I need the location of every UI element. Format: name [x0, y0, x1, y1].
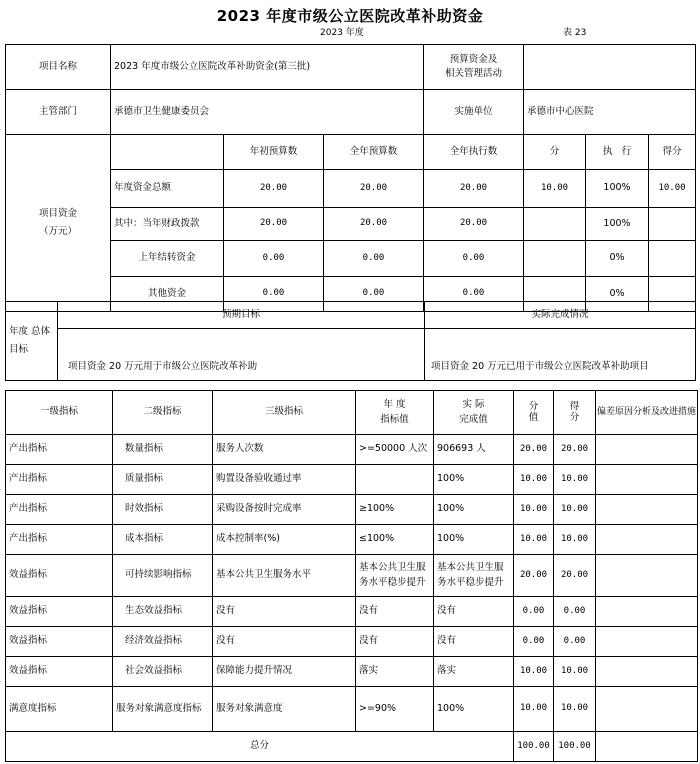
header-actual-line2: 完成值	[459, 413, 488, 425]
indicator-l2: 生态效益指标	[113, 597, 213, 627]
indicator-row	[6, 435, 698, 465]
indicator-target: ≥100%	[356, 495, 434, 525]
indicator-row	[6, 525, 698, 555]
total-score: 100.00	[554, 732, 596, 762]
indicator-score: 10.00	[554, 495, 596, 525]
indicator-l3: 保障能力提升情况	[213, 657, 356, 687]
indicator-l3: 采购设备按时完成率	[213, 495, 356, 525]
indicator-score: 0.00	[554, 597, 596, 627]
indicator-weight: 0.00	[514, 597, 554, 627]
expected-goal-header: 预期目标	[58, 302, 425, 329]
budget-activity-label	[424, 45, 524, 90]
indicator-actual: 没有	[434, 627, 514, 657]
indicator-weight: 20.00	[514, 555, 554, 597]
indicator-score: 10.00	[554, 657, 596, 687]
funds-header-rate: 执 行	[586, 135, 649, 170]
indicator-l1: 产出指标	[6, 525, 113, 555]
indicator-analysis	[596, 657, 698, 687]
funds-header-executed: 全年执行数	[424, 135, 524, 170]
indicator-l2: 质量指标	[113, 465, 213, 495]
total-row	[6, 732, 698, 762]
funds-annual: 20.00	[324, 208, 424, 241]
indicator-analysis	[596, 495, 698, 525]
indicator-target	[356, 465, 434, 495]
funds-rate: 100%	[586, 170, 649, 208]
indicator-row	[6, 597, 698, 627]
indicator-target: 基本公共卫生服务水平稳步提升	[356, 555, 434, 597]
indicator-actual: 100%	[434, 525, 514, 555]
funds-rate: 100%	[586, 208, 649, 241]
header-l2: 二级指标	[113, 391, 213, 435]
performance-indicators-table	[5, 390, 698, 762]
total-weight: 100.00	[514, 732, 554, 762]
expected-goal-text: 项目资金 20 万元用于市级公立医院改革补助	[58, 329, 425, 381]
header-analysis: 偏差原因分析及改进措施	[596, 391, 698, 435]
goals-label-line1: 年度 总体	[9, 325, 51, 337]
funds-annual: 0.00	[324, 241, 424, 277]
indicator-actual: 100%	[434, 495, 514, 525]
page-title: 2023 年度市级公立医院改革补助资金	[216, 7, 484, 25]
indicator-weight: 20.00	[514, 435, 554, 465]
funds-rate: 0%	[586, 241, 649, 277]
indicator-weight: 0.00	[514, 627, 554, 657]
indicator-weight: 10.00	[514, 525, 554, 555]
funds-initial: 0.00	[224, 241, 324, 277]
indicator-l2: 时效指标	[113, 495, 213, 525]
funds-annual: 0.00	[324, 277, 424, 312]
indicator-row	[6, 555, 698, 597]
header-score-line1: 得	[569, 401, 580, 413]
indicator-l2: 成本指标	[113, 525, 213, 555]
goals-label-line2: 目标	[9, 344, 29, 355]
indicator-l2: 数量指标	[113, 435, 213, 465]
indicator-l1: 产出指标	[6, 495, 113, 525]
indicator-l3: 服务人次数	[213, 435, 356, 465]
funds-label: 项目资金	[38, 207, 77, 219]
indicator-analysis	[596, 687, 698, 732]
budget-activity-label-line1: 预算资金及	[449, 53, 498, 65]
funds-weight	[524, 241, 586, 277]
indicator-analysis	[596, 597, 698, 627]
header-score	[554, 391, 596, 435]
actual-goal-text: 项目资金 20 万元已用于市级公立医院改革补助项目	[425, 329, 696, 381]
indicator-l3: 没有	[213, 597, 356, 627]
funds-rate: 0%	[586, 277, 649, 312]
funds-initial: 0.00	[224, 277, 324, 312]
indicator-l2: 经济效益指标	[113, 627, 213, 657]
funds-label-cell	[6, 135, 111, 312]
header-l1: 一级指标	[6, 391, 113, 435]
indicator-row	[6, 495, 698, 525]
indicator-target: >=90%	[356, 687, 434, 732]
indicator-l1: 效益指标	[6, 657, 113, 687]
project-name-value: 2023 年度市级公立医院改革补助资金(第三批)	[111, 45, 424, 90]
indicator-weight: 10.00	[514, 495, 554, 525]
indicator-weight: 10.00	[514, 465, 554, 495]
total-analysis	[596, 732, 698, 762]
indicator-l3: 服务对象满意度	[213, 687, 356, 732]
funds-row-label: 上年结转资金	[111, 241, 224, 277]
indicator-l1: 产出指标	[6, 465, 113, 495]
indicator-l1: 效益指标	[6, 555, 113, 597]
budget-activity-value	[524, 45, 696, 90]
indicator-l2: 服务对象满意度指标	[113, 687, 213, 732]
indicator-l2: 社会效益指标	[113, 657, 213, 687]
funds-weight	[524, 208, 586, 241]
indicator-actual: 没有	[434, 597, 514, 627]
indicator-weight: 10.00	[514, 687, 554, 732]
header-target	[356, 391, 434, 435]
indicator-analysis	[596, 525, 698, 555]
funds-header-annual: 全年预算数	[324, 135, 424, 170]
indicator-score: 20.00	[554, 435, 596, 465]
funds-executed: 20.00	[424, 170, 524, 208]
funds-initial: 20.00	[224, 208, 324, 241]
indicator-row	[6, 657, 698, 687]
funds-score: 10.00	[649, 170, 696, 208]
header-weight-line1: 分	[528, 401, 539, 413]
indicator-score: 10.00	[554, 465, 596, 495]
funds-unit: （万元）	[38, 226, 77, 237]
indicator-score: 10.00	[554, 525, 596, 555]
header-weight	[514, 391, 554, 435]
funds-executed: 0.00	[424, 241, 524, 277]
funds-initial: 20.00	[224, 170, 324, 208]
funds-row-label: 其他资金	[111, 277, 224, 312]
impl-value: 承德市中心医院	[524, 90, 696, 135]
indicator-target: 落实	[356, 657, 434, 687]
indicator-analysis	[596, 435, 698, 465]
indicator-analysis	[596, 465, 698, 495]
indicator-score: 20.00	[554, 555, 596, 597]
indicator-target: ≤100%	[356, 525, 434, 555]
table-number: 表 23	[563, 28, 587, 38]
indicator-score: 10.00	[554, 687, 596, 732]
goals-label-cell	[6, 302, 58, 381]
indicator-score: 0.00	[554, 627, 596, 657]
funds-row-label: 年度资金总额	[111, 170, 224, 208]
indicator-l1: 效益指标	[6, 597, 113, 627]
indicator-target: >=50000 人次	[356, 435, 434, 465]
impl-label: 实施单位	[424, 90, 524, 135]
header-target-line1: 年 度	[383, 399, 406, 411]
header-actual-line1: 实 际	[462, 399, 485, 411]
dept-value: 承德市卫生健康委员会	[111, 90, 424, 135]
header-score-line2: 分	[569, 411, 580, 423]
indicator-row	[6, 687, 698, 732]
indicator-l3: 没有	[213, 627, 356, 657]
funds-executed: 0.00	[424, 277, 524, 312]
project-info-table	[5, 44, 696, 312]
header-weight-line2: 值	[528, 411, 539, 423]
indicator-actual: 基本公共卫生服务水平稳步提升	[434, 555, 514, 597]
indicator-l1: 满意度指标	[6, 687, 113, 732]
budget-activity-label-line2: 相关管理活动	[445, 68, 503, 79]
indicator-weight: 10.00	[514, 657, 554, 687]
dept-label: 主管部门	[6, 90, 111, 135]
header-l3: 三级指标	[213, 391, 356, 435]
indicator-target: 没有	[356, 597, 434, 627]
funds-header-score: 得分	[649, 135, 696, 170]
indicator-actual: 100%	[434, 465, 514, 495]
indicator-l3: 成本控制率(%)	[213, 525, 356, 555]
indicator-analysis	[596, 555, 698, 597]
funds-score	[649, 241, 696, 277]
total-label: 总分	[6, 732, 514, 762]
indicator-actual: 100%	[434, 687, 514, 732]
funds-row-label: 其中：当年财政拨款	[111, 208, 224, 241]
indicator-l2: 可持续影响指标	[113, 555, 213, 597]
funds-annual: 20.00	[324, 170, 424, 208]
funds-score	[649, 208, 696, 241]
header-actual	[434, 391, 514, 435]
indicator-l3: 基本公共卫生服务水平	[213, 555, 356, 597]
indicator-analysis	[596, 627, 698, 657]
funds-header-initial: 年初预算数	[224, 135, 324, 170]
year-label: 2023 年度	[320, 28, 364, 38]
header-target-line2: 指标值	[380, 413, 409, 425]
indicator-row	[6, 627, 698, 657]
indicator-l1: 产出指标	[6, 435, 113, 465]
indicator-actual: 落实	[434, 657, 514, 687]
funds-executed: 20.00	[424, 208, 524, 241]
indicator-l3: 购置设备验收通过率	[213, 465, 356, 495]
indicator-l1: 效益指标	[6, 627, 113, 657]
funds-header-blank	[111, 135, 224, 170]
project-name-label: 项目名称	[6, 45, 111, 90]
indicator-row	[6, 465, 698, 495]
indicator-actual: 906693 人	[434, 435, 514, 465]
actual-goal-header: 实际完成情况	[425, 302, 696, 329]
indicator-target: 没有	[356, 627, 434, 657]
funds-weight: 10.00	[524, 170, 586, 208]
annual-goals-table	[5, 301, 696, 381]
funds-header-weight: 分	[524, 135, 586, 170]
